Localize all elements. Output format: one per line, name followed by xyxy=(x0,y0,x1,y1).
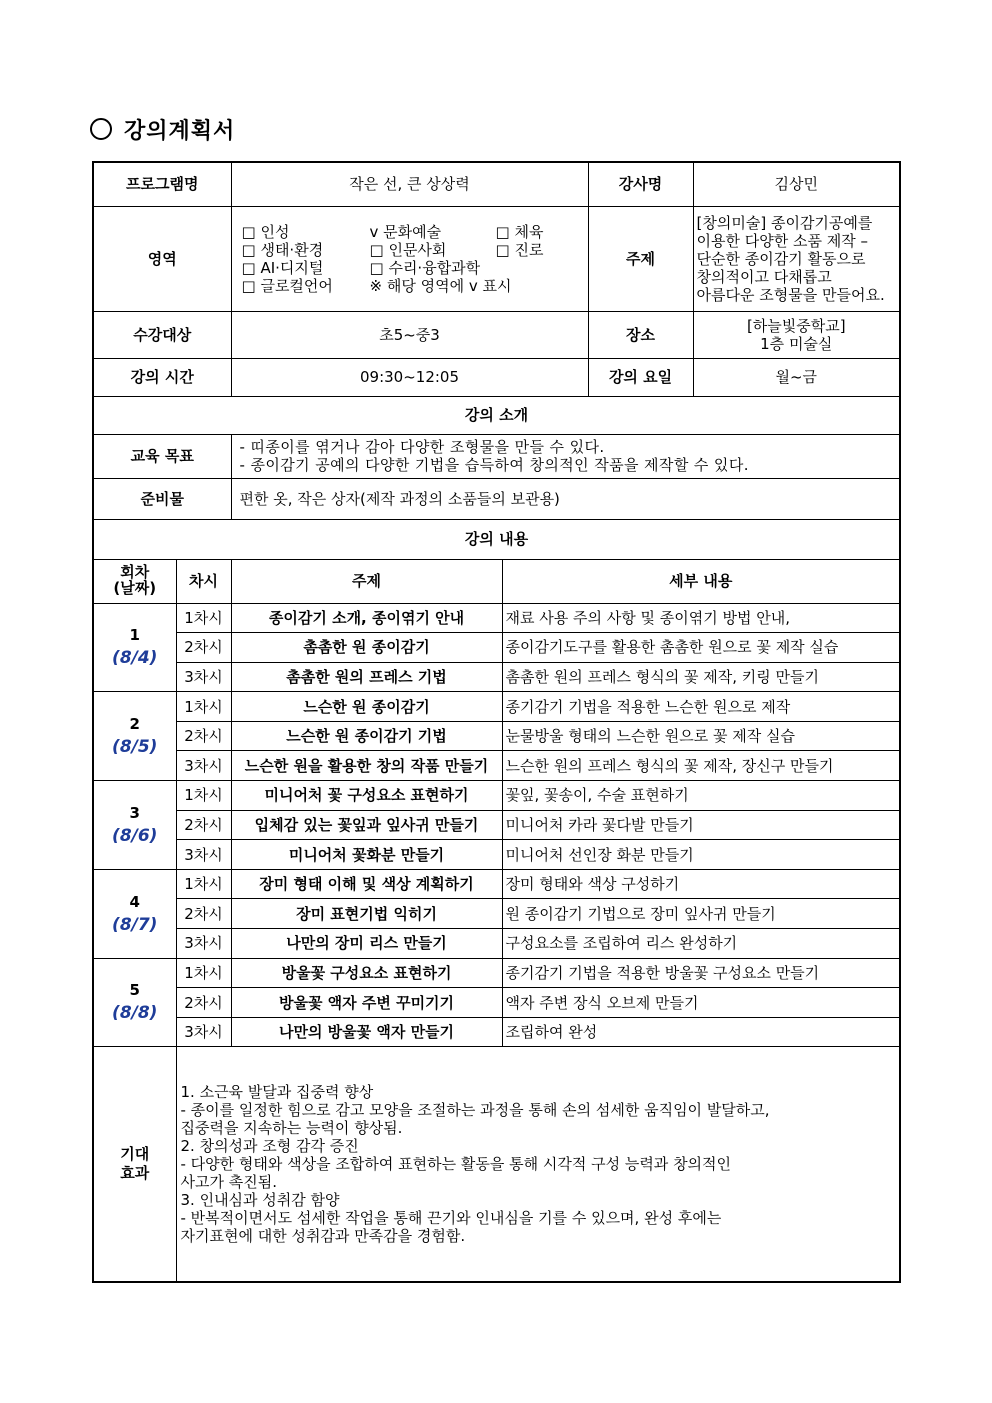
program-value: 작은 선, 큰 상상력 xyxy=(231,162,588,206)
session-row xyxy=(93,988,900,1018)
topic-line: 아름다운 조형물을 만들어요. xyxy=(696,285,885,304)
session-row xyxy=(93,692,900,722)
session-label: 3차시 xyxy=(176,1017,231,1047)
effects-row xyxy=(93,1047,900,1282)
session-detail: 촘촘한 원의 프레스 형식의 꽃 제작, 키링 만들기 xyxy=(502,662,900,692)
session-row xyxy=(93,1017,900,1047)
page-title-text: 강의계획서 xyxy=(124,119,236,144)
session-row xyxy=(93,869,900,899)
session-topic: 나만의 장미 리스 만들기 xyxy=(231,929,502,959)
round-number: 3 xyxy=(129,803,140,822)
effects-line: - 다양한 형태와 색상을 조합하여 표현하는 활동을 통해 시각적 구성 능력과 창의적인 xyxy=(180,1155,732,1174)
place-value xyxy=(693,311,900,358)
session-row xyxy=(93,603,900,633)
round-header-line: (날짜) xyxy=(113,579,157,597)
round-cell xyxy=(93,869,176,958)
place-label: 장소 xyxy=(588,311,693,358)
session-row xyxy=(93,633,900,663)
area-option: ※ 해당 영역에 v 표시 xyxy=(369,276,512,295)
round-header-line: 회차 xyxy=(120,563,150,582)
session-detail: 액자 주변 장식 오브제 만들기 xyxy=(502,988,900,1018)
goal-label: 교육 목표 xyxy=(93,434,231,478)
round-cell xyxy=(93,958,176,1047)
round-number: 4 xyxy=(129,892,140,911)
session-detail: 미니어처 카라 꽃다발 만들기 xyxy=(502,810,900,840)
effects-line: - 반복적이면서도 섬세한 작업을 통해 끈기와 인내심을 기를 수 있으며, 완성 후에는 xyxy=(180,1209,722,1228)
session-topic: 입체감 있는 꽃잎과 잎사귀 만들기 xyxy=(231,810,502,840)
session-topic: 촘촘한 원의 프레스 기법 xyxy=(231,662,502,692)
round-date: (8/5) xyxy=(112,736,158,757)
effects-line: 사고가 촉진됨. xyxy=(180,1173,277,1192)
session-detail: 장미 형태와 색상 구성하기 xyxy=(502,869,900,899)
circle-icon xyxy=(90,118,112,140)
area-options xyxy=(231,206,588,311)
session-row xyxy=(93,662,900,692)
session-label: 2차시 xyxy=(176,721,231,751)
session-detail: 미니어처 선인장 화분 만들기 xyxy=(502,840,900,870)
session-label: 1차시 xyxy=(176,958,231,988)
target-label: 수강대상 xyxy=(93,311,231,358)
session-detail: 조립하여 완성 xyxy=(502,1017,900,1047)
round-number: 1 xyxy=(129,626,140,645)
round-cell xyxy=(93,781,176,870)
target-value: 초5~중3 xyxy=(231,311,588,358)
session-topic: 느슨한 원 종이감기 xyxy=(231,692,502,722)
round-date: (8/4) xyxy=(112,648,158,669)
area-row xyxy=(242,259,578,277)
session-column-header: 차시 xyxy=(176,559,231,603)
session-label: 1차시 xyxy=(176,781,231,811)
session-topic: 방울꽃 구성요소 표현하기 xyxy=(231,958,502,988)
area-row xyxy=(242,277,578,295)
area-option: □ 글로컬언어 xyxy=(241,276,333,295)
session-label: 1차시 xyxy=(176,603,231,633)
area-option: □ 진로 xyxy=(495,240,544,259)
session-detail: 눈물방울 형태의 느슨한 원으로 꽃 제작 실습 xyxy=(502,721,900,751)
session-detail: 재료 사용 주의 사항 및 종이엮기 방법 안내, xyxy=(502,603,900,633)
session-detail: 종기감기 기법을 적용한 느슨한 원으로 제작 xyxy=(502,692,900,722)
time-label: 강의 시간 xyxy=(93,358,231,396)
session-topic: 미니어처 꽃화분 만들기 xyxy=(231,840,502,870)
lecture-plan-table xyxy=(92,161,901,1283)
session-label: 2차시 xyxy=(176,988,231,1018)
session-label: 3차시 xyxy=(176,840,231,870)
topic-column-header: 주제 xyxy=(231,559,502,603)
session-topic: 나만의 방울꽃 액자 만들기 xyxy=(231,1017,502,1047)
session-detail: 종기감기 기법을 적용한 방울꽃 구성요소 만들기 xyxy=(502,958,900,988)
round-cell xyxy=(93,692,176,781)
area-label: 영역 xyxy=(93,206,231,311)
round-date: (8/6) xyxy=(112,825,158,846)
round-column-header xyxy=(93,559,176,603)
session-detail: 꽃잎, 꽃송이, 수술 표현하기 xyxy=(502,781,900,811)
effects-line: 2. 창의성과 조형 감각 증진 xyxy=(180,1137,359,1156)
session-topic: 방울꽃 액자 주변 꾸미기기 xyxy=(231,988,502,1018)
prep-label: 준비물 xyxy=(93,478,231,519)
session-detail: 느슨한 원의 프레스 형식의 꽃 제작, 장신구 만들기 xyxy=(502,751,900,781)
session-label: 2차시 xyxy=(176,810,231,840)
session-row xyxy=(93,721,900,751)
session-row xyxy=(93,899,900,929)
session-label: 3차시 xyxy=(176,662,231,692)
content-header: 강의 내용 xyxy=(93,519,900,559)
area-option: □ 인문사회 xyxy=(369,240,447,259)
effects-line: 자기표현에 대한 성취감과 만족감을 경험함. xyxy=(180,1227,466,1246)
area-row xyxy=(242,241,578,259)
session-row xyxy=(93,810,900,840)
place-line-2: 1층 미술실 xyxy=(760,334,833,353)
instructor-label: 강사명 xyxy=(588,162,693,206)
goal-line: - 띠종이를 엮거나 감아 다양한 조형물을 만들 수 있다. xyxy=(239,438,605,456)
session-label: 2차시 xyxy=(176,899,231,929)
session-topic: 느슨한 원 종이감기 기법 xyxy=(231,721,502,751)
session-topic: 미니어처 꽃 구성요소 표현하기 xyxy=(231,781,502,811)
effects-line: 집중력을 지속하는 능력이 향상됨. xyxy=(180,1119,403,1138)
session-label: 3차시 xyxy=(176,929,231,959)
intro-header: 강의 소개 xyxy=(93,396,900,434)
topic-label: 주제 xyxy=(588,206,693,311)
days-label: 강의 요일 xyxy=(588,358,693,396)
session-topic: 장미 형태 이해 및 색상 계획하기 xyxy=(231,869,502,899)
effects-line: 1. 소근육 발달과 집중력 향상 xyxy=(180,1083,374,1102)
session-row xyxy=(93,781,900,811)
round-number: 5 xyxy=(129,981,140,1000)
round-date: (8/7) xyxy=(112,914,158,935)
page-title xyxy=(90,114,235,145)
effects-line: - 종이를 일정한 힘으로 감고 모양을 조절하는 과정을 통해 손의 섬세한 움직임이 발달하고, xyxy=(180,1101,770,1120)
goal-line: - 종이감기 공예의 다양한 기법을 습득하여 창의적인 작품을 제작할 수 있다. xyxy=(239,456,749,474)
session-topic: 느슨한 원을 활용한 창의 작품 만들기 xyxy=(231,751,502,781)
area-option: □ AI·디지털 xyxy=(241,258,324,277)
detail-column-header: 세부 내용 xyxy=(502,559,900,603)
topic-line: 이용한 다양한 소품 제작 – xyxy=(696,231,869,250)
session-label: 3차시 xyxy=(176,751,231,781)
program-label: 프로그램명 xyxy=(93,162,231,206)
session-row xyxy=(93,751,900,781)
effects-label-line: 효과 xyxy=(120,1164,150,1183)
effects-body xyxy=(176,1047,900,1282)
session-row xyxy=(93,958,900,988)
area-option: □ 인성 xyxy=(241,222,290,241)
goal-list xyxy=(231,434,900,478)
round-cell xyxy=(93,603,176,692)
topic-description xyxy=(693,206,900,311)
session-row xyxy=(93,929,900,959)
instructor-value: 김상민 xyxy=(693,162,900,206)
area-option: □ 체육 xyxy=(495,222,544,241)
time-value: 09:30~12:05 xyxy=(231,358,588,396)
effects-label xyxy=(93,1047,176,1282)
topic-line: 단순한 종이감기 활동으로 xyxy=(696,249,866,268)
topic-line: [창의미술] 종이감기공예를 xyxy=(696,213,873,232)
session-detail: 구성요소를 조립하여 리스 완성하기 xyxy=(502,929,900,959)
session-topic: 종이감기 소개, 종이엮기 안내 xyxy=(231,603,502,633)
session-detail: 종이감기도구를 활용한 촘촘한 원으로 꽃 제작 실습 xyxy=(502,633,900,663)
topic-line: 창의적이고 다채롭고 xyxy=(696,267,832,286)
session-topic: 촘촘한 원 종이감기 xyxy=(231,633,502,663)
session-label: 1차시 xyxy=(176,692,231,722)
session-label: 2차시 xyxy=(176,633,231,663)
session-topic: 장미 표현기법 익히기 xyxy=(231,899,502,929)
session-row xyxy=(93,840,900,870)
effects-label-line: 기대 xyxy=(120,1144,150,1163)
round-number: 2 xyxy=(129,714,140,733)
session-detail: 원 종이감기 기법으로 장미 잎사귀 만들기 xyxy=(502,899,900,929)
area-option: □ 수리·융합과학 xyxy=(369,258,481,277)
days-value: 월~금 xyxy=(693,358,900,396)
effects-line: 3. 인내심과 성취감 함양 xyxy=(180,1191,340,1210)
area-row xyxy=(242,223,578,241)
area-option: □ 생태·환경 xyxy=(241,240,324,259)
prep-value: 편한 옷, 작은 상자(제작 과정의 소품들의 보관용) xyxy=(231,478,900,519)
session-label: 1차시 xyxy=(176,869,231,899)
area-option: v 문화예술 xyxy=(369,222,442,241)
place-line-1: [하늘빛중학교] xyxy=(746,316,846,335)
round-date: (8/8) xyxy=(112,1003,158,1024)
